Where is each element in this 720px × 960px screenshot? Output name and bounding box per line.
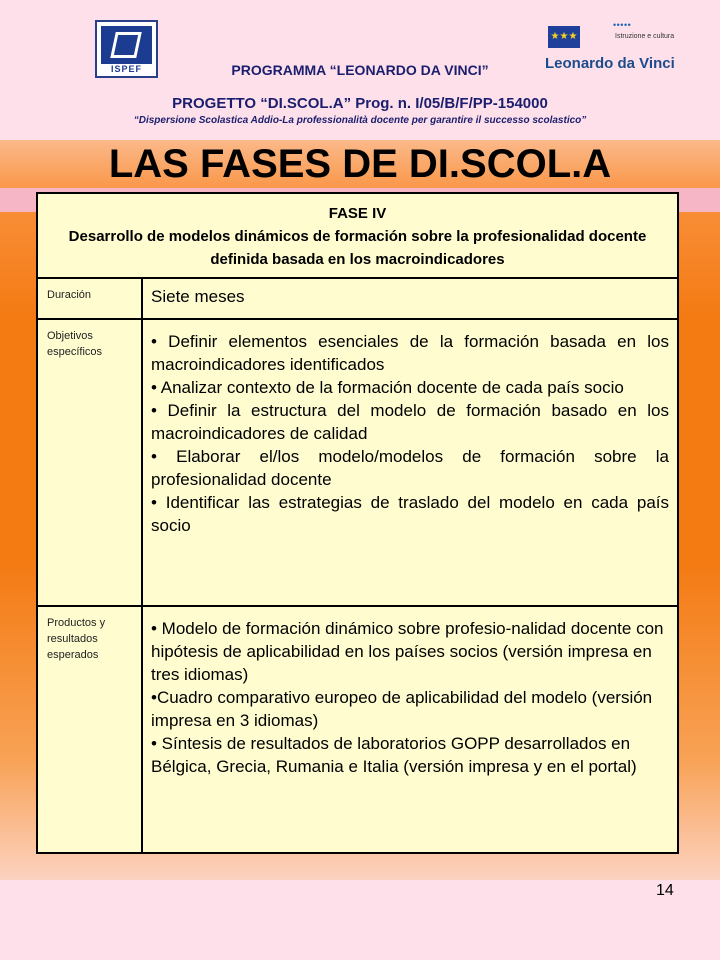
arc-icon: • • • • • xyxy=(613,20,630,30)
leonardo-logo-name: Leonardo da Vinci xyxy=(545,55,675,72)
eu-flag-icon: ★★★ xyxy=(548,26,580,48)
list-item: • Modelo de formación dinámico sobre profesio-nalidad docente con hipótesis de aplicabilidad en los países socios (versión impresa en tres idiomas) xyxy=(151,619,664,684)
list-item: • Definir elementos esenciales de la formación basada en los macroindicadores identificados xyxy=(151,332,669,374)
productos-list xyxy=(142,606,678,853)
list-item: •Cuadro comparativo europeo de aplicabilidad del modelo (versión impresa en 3 idiomas) xyxy=(151,688,653,730)
objetivos-label: Objetivos específicos xyxy=(37,319,142,606)
page-number: 14 xyxy=(656,882,674,899)
dispersione-subtitle: “Dispersione Scolastica Addio-La professionalità docente per garantire il successo scolastico” xyxy=(133,115,587,126)
page-title: LAS FASES DE DI.SCOL.A xyxy=(108,142,612,186)
fase-table xyxy=(36,192,679,854)
list-item: • Analizar contexto de la formación docente de cada país socio xyxy=(151,378,624,397)
list-item: • Identificar las estrategias de traslado del modelo en cada país socio xyxy=(151,493,669,535)
list-item: • Elaborar el/los modelo/modelos de formación sobre la profesionalidad docente xyxy=(151,447,669,489)
duracion-label: Duración xyxy=(37,278,142,319)
footer-band xyxy=(0,880,720,960)
fase-label: FASE IV xyxy=(328,205,387,222)
fase-description: Desarrollo de modelos dinámicos de formación sobre la profesionalidad docente definida basada en los macroindicadores xyxy=(68,228,647,268)
fase-header xyxy=(37,193,678,278)
leonardo-logo-caption: Istruzione e cultura xyxy=(615,33,675,40)
ispef-logo-icon xyxy=(101,26,152,64)
progetto-heading: PROGETTO “DI.SCOL.A” Prog. n. I/05/B/F/PP-154000 xyxy=(172,95,548,112)
programma-heading: PROGRAMMA “LEONARDO DA VINCI” xyxy=(231,62,489,78)
duracion-value: Siete meses xyxy=(142,278,678,319)
ispef-logo-text: ISPEF xyxy=(110,64,142,74)
list-item: • Definir la estructura del modelo de formación basado en los macroindicadores de calidad xyxy=(151,401,669,443)
list-item: • Síntesis de resultados de laboratorios GOPP desarrollados en Bélgica, Grecia, Rumania e Italia (versión impresa y en el portal) xyxy=(151,734,637,776)
objetivos-list xyxy=(142,319,678,606)
productos-label: Productos y resultados esperados xyxy=(37,606,142,853)
